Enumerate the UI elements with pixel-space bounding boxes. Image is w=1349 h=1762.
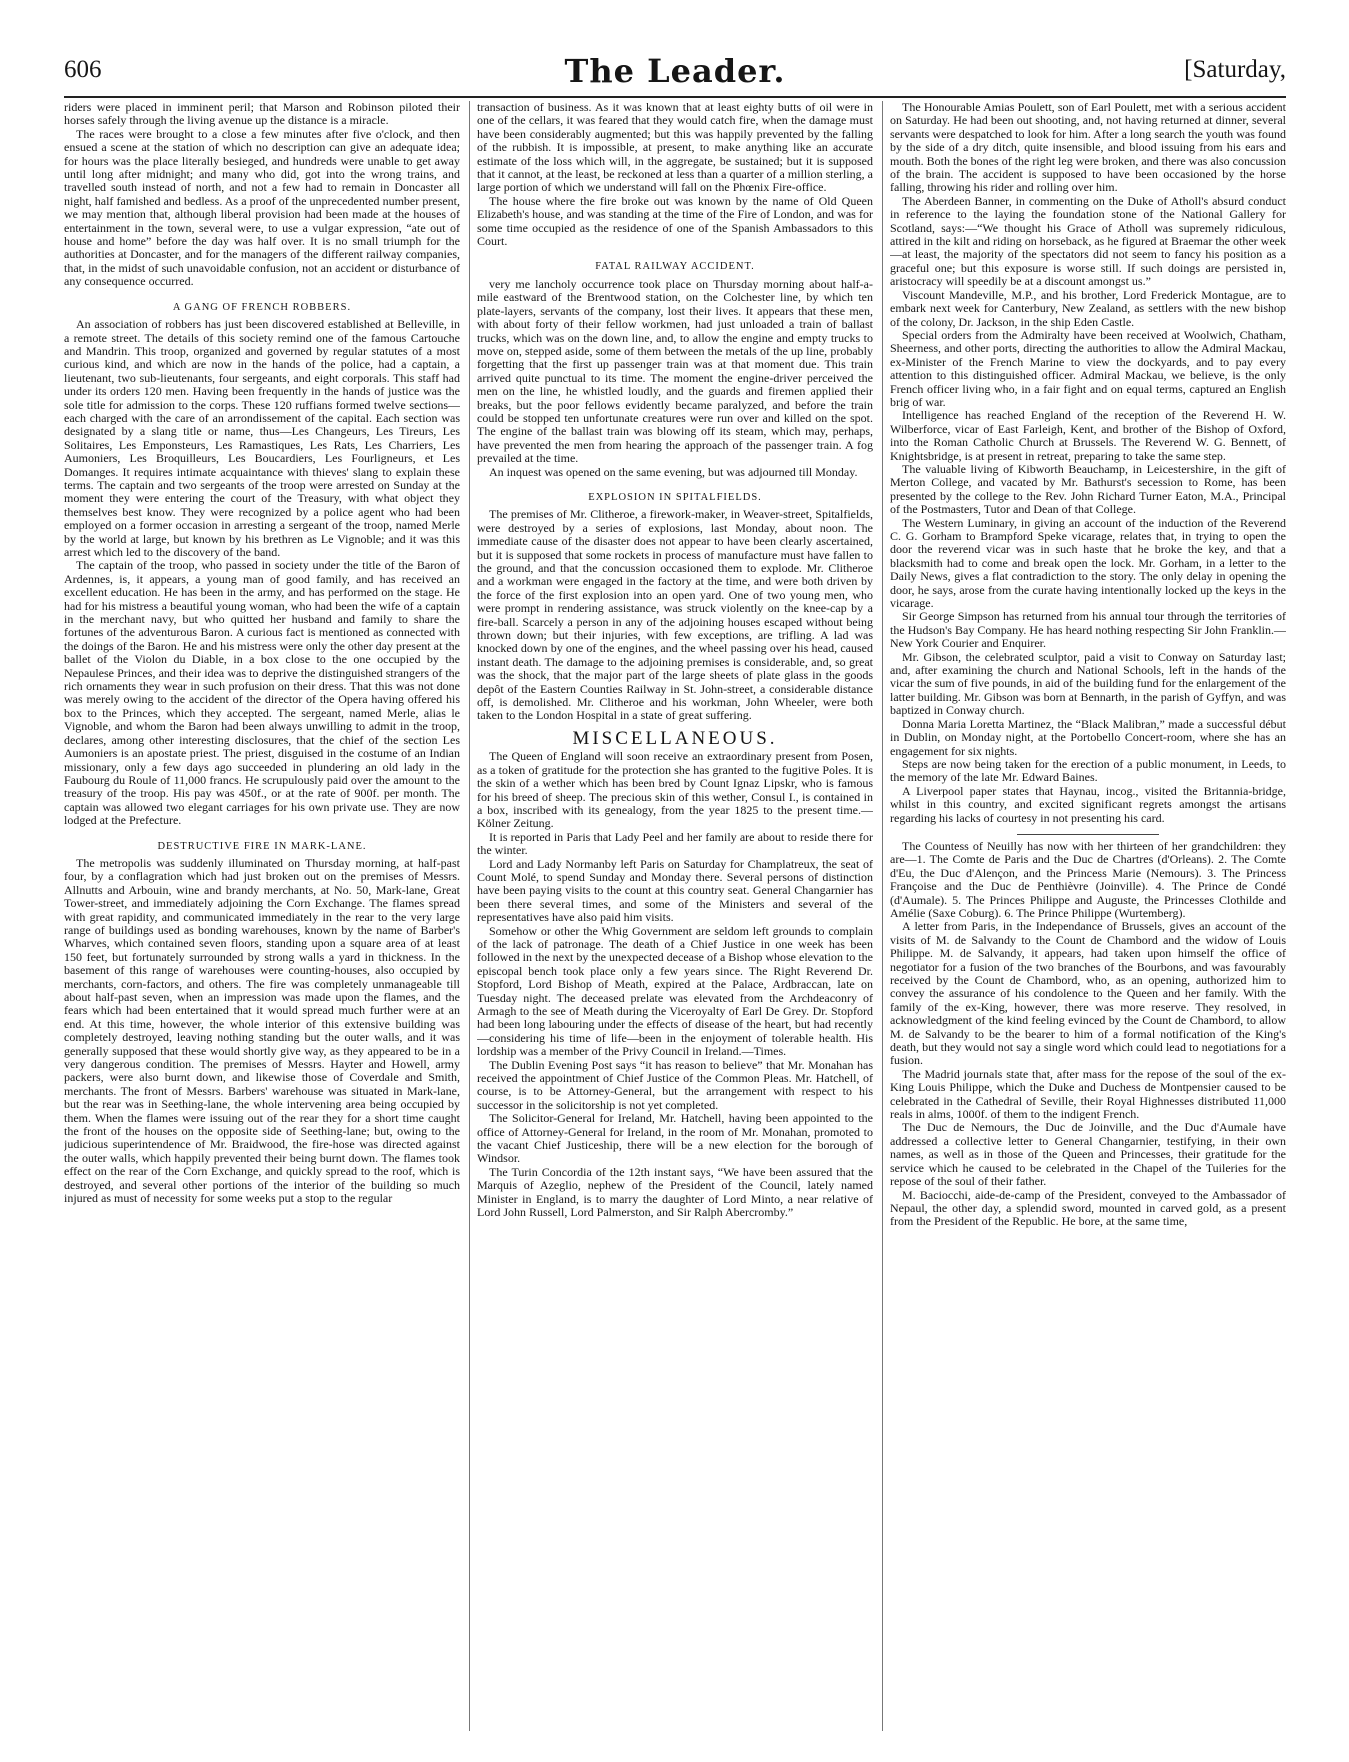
column-divider [469, 101, 470, 1731]
article-paragraph: The Madrid journals state that, after mass for the repose of the soul of the ex-King Louis Philippe, which the Duke and Duchess de Montpensier caused to be celebrated in the Cathedral of Seville, their Royal Highnesses distributed 11,000 reals in alms, 1000f. of them to the indigent French. [890, 1066, 1286, 1122]
article-paragraph: Donna Maria Loretta Martinez, the “Black Malibran,” made a successful début in Dublin, on Monday night, at the Portobello Concert-room, where she has an engagement for six nights. [890, 716, 1286, 758]
article-paragraph: Special orders from the Admiralty have been received at Woolwich, Chatham, Sheerness, and other ports, directing the authorities to allow the Admiral Mackau, ex-Minister of the French Marine to view the dockyards, and to pay every attention to this distinguished officer. Admiral Mackau, we believe, is the only French officer living who, in a fair fight and on equal terms, captured an English brig of war. [890, 327, 1286, 409]
article-paragraph: transaction of business. As it was known that at least eighty butts of oil were in one of the cellars, it was feared that they would catch fire, when the damage must have been considerably augmented; but this was happily prevented by the falling of the rubbish. It is impossible, at present, to make anything like an accurate estimate of the loss which will, in the aggregate, be sustained; but it is supposed that it cannot, at the least, be reckoned at less than a quarter of a million sterling, a large portion of which we understand will fall on the Phœnix Fire-office. [477, 101, 873, 195]
article-heading: FATAL RAILWAY ACCIDENT. [595, 261, 755, 273]
newspaper-title: The Leader. [564, 52, 786, 90]
article-paragraph: The metropolis was suddenly illuminated on Thursday morning, at half-past four, by a conflagration which had just broken out on the premises of Messrs. Allnutts and Arbouin, wine and brandy merchants, at No. 50, Mark-lane, Great Tower-street, and immediately adjoining the Corn Exchange. The flames spread with great rapidity, and communicated immediately in the rear to the very large range of buildings used as bonding warehouses, known by the name of Barber's Wharves, which contained seven floors, standing upon a square area of at least 150 feet, but fortunately surrounded by strong walls a yard in thickness. In the basement of this range of warehouses were counting-houses, also occupied by merchants, corn-factors, and others. The fire was completely unmanageable till about half-past seven, when an impression was made upon the flames, and the fears which had been entertained that it would spread much further were at an end. At this time, however, the whole interior of this extensive building was completely destroyed, leaving nothing standing but the outer walls, and it was generally supposed that these would shortly give way, as they appeared to be in a very dangerous condition. The premises of Messrs. Hayter and Howell, army packers, were also burnt down, and likewise those of Coverdale and Smith, merchants. The front of Messrs. Barbers' warehouse was situated in Mark-lane, but the rear was in Seething-lane, the whole intervening area being occupied by them. When the flames were issuing out of the rear they for a short time caught the front of the houses on the opposite side of Seething-lane; but, owing to the judicious superintendence of Mr. Braidwood, the fire-hose was directed against the outer walls, which happily prevented their being burnt down. The flames took effect on the rear of the Corn Exchange, and quickly spread to the roof, which is destroyed, and several other portions of the interior of the building so much injured as must of necessity for some weeks put a stop to the regular [64, 855, 460, 1206]
article-paragraph: The Western Luminary, in giving an account of the induction of the Reverend C. G. Gorham to Brampford Speke vicarage, relates that, in trying to open the door the reverend vicar was in such haste that he broke the key, and that a blacksmith had to come and break open the lock. Mr. Gorham, in a letter to the Daily News, gives a flat contradiction to the story. The only delay in opening the door, he says, arose from the curate having intentionally locked up the keys in the vicarage. [890, 515, 1286, 611]
article-paragraph: The Solicitor-General for Ireland, Mr. Hatchell, having been appointed to the office of Attorney-General for Ireland, in the room of Mr. Monahan, promoted to the vacant Chief Justiceship, there will be a new election for the borough of Windsor. [477, 1111, 873, 1166]
header-rule [64, 96, 1286, 98]
article-paragraph: An association of robbers has just been discovered established at Belleville, in a remote street. The details of this society remind one of the famous Cartouche and Mandrin. This troop, organized and governed by regular statutes of a most curious kind, and which are now in the hands of the police, had a captain, a lieutenant, two sub-lieutenants, four sergeants, and eight corporals. This staff had under its orders 120 men. Having been frequently in the hands of justice was the sole title for admission to the corps. These 120 ruffians formed twelve sections—each charged with the care of an arrondissement of the capital. Each section was designated by a slang title or name, thus—Les Changeurs, Les Tireurs, Les Solitaires, Les Emponsteurs, Les Ramastiques, Les Rats, Les Charriers, Les Aumoniers, Les Broquilleurs, Les Boucardiers, Les Fourligneurs, et Les Domanges. It requires intimate acquaintance with thieves' slang to explain these terms. The captain and two sergeants of the troop were arrested on Sunday at the moment they were entering the court of the Treasury, with what object they themselves best know. They were recognized by a police agent who had been employed on a former occasion in arresting a sergeant of the troop, named Merle by the world at large, but known by his brethren as Le Vignoble; and it was this arrest which led to the discovery of the band. [64, 317, 460, 559]
article-paragraph: Mr. Gibson, the celebrated sculptor, paid a visit to Conway on Saturday last; and, after examining the church and National Schools, left in the hands of the vicar the sum of five pounds, in aid of the building fund for the enlargement of the latter building. Mr. Gibson was born at Bennarth, in the parish of Gyffyn, and was baptized in Conway church. [890, 649, 1286, 718]
article-paragraph: A Liverpool paper states that Haynau, incog., visited the Britannia-bridge, whilst in this country, and excited significant regrets amongst the artisans regarding his lacks of courtesy in not presenting his card. [890, 783, 1286, 825]
column-1 [64, 101, 460, 1741]
article-paragraph: The races were brought to a close a few minutes after five o'clock, and then ensued a scene at the station of which no description can give an adequate idea; for hours was the place literally besieged, and hundreds were unable to get away until long after midnight; and many who did, got into the wrong trains, and travelled south instead of north, and not a few had to remain in Doncaster all night, half famished and bedless. As a proof of the unprecedented number present, we may mention that, although liberal provision had been made at the houses of entertainment in the town, several were, to use a vulgar expression, “ate out of house and home” before the day was half over. It is no small triumph for the authorities at Doncaster, and for the managers of the different railway companies, that, in the midst of such unavoidable confusion, not an accident or disturbance of any consequence occurred. [64, 126, 460, 289]
article-paragraph: The Turin Concordia of the 12th instant says, “We have been assured that the Marquis of Azeglio, nephew of the President of the Council, lately named Minister in England, is to marry the daughter of Lord Minto, a near relative of Lord John Russell, Lord Palmerston, and Sir Ralph Abercromby.” [477, 1164, 873, 1220]
article-paragraph: The captain of the troop, who passed in society under the title of the Baron of Ardennes, is, it appears, a young man of good family, and has received an excellent education. He has been in the army, and has performed on the stage. He had for his mistress a beautiful young woman, who had been the wife of a captain in the merchant navy, but who quitted her husband and family to share the fortunes of the adventurous Baron. A curious fact is mentioned as connected with the doings of the Baron. He and his mistress were only the other day present at the ballet of the Violon du Diable, in a box close to the one occupied by the Nepaulese Princes, and their idea was to deprive the distinguished strangers of the rich ornaments they wear in such profusion on their dress. That this was not done was merely owing to the accident of the director of the Opera having offered his box to the Princes, which they accepted. The sergeant, named Merle, alias le Vignoble, and whom the Baron had been always unwilling to admit in the troop, declares, among other interesting disclosures, that the chief of the section Les Aumoniers is an apostate priest. The priest, disguised in the costume of an Indian missionary, only a few days ago succeeded in plundering an old lady in the Faubourg du Roule of 11,000 francs. He scrupulously paid over the amount to the treasury of the troop. His pay was 450f., or at the rate of 900f. per month. The captain was allowed two elegant carriages for his own private use. They are now lodged at the Prefecture. [64, 558, 460, 828]
article-paragraph: It is reported in Paris that Lady Peel and her family are about to reside there for the winter. [477, 829, 873, 858]
page-number: 606 [64, 56, 102, 83]
article-paragraph: Steps are now being taken for the erection of a public monument, in Leeds, to the memory of the late Mr. Edward Baines. [890, 756, 1286, 785]
article-paragraph: The Countess of Neuilly has now with her thirteen of her grandchildren: they are—1. The Comte de Paris and the Duc de Chartres (d'Orleans). 2. The Comte d'Eu, the Duc d'Alençon, and the Princess Marie (Nemours). 3. The Princess Françoise and the Duc de Penthièvre (Joinville). 4. The Prince de Condé (d'Aumale). 5. The Princes Philippe and Auguste, the Princesses Clothilde and Amélie (Saxe Coburg). 6. The Prince Philippe (Wurtemberg). [890, 838, 1286, 920]
section-divider [1017, 834, 1160, 835]
column-2 [477, 101, 873, 1741]
article-paragraph: The Duc de Nemours, the Duc de Joinville, and the Duc d'Aumale have addressed a collective letter to General Changarnier, testifying, in their own names, as well as in those of the Queen and Princesses, their gratitude for the service which he caused to be celebrated in the Chapel of the Tuileries for the repose of the soul of their father. [890, 1120, 1286, 1189]
masthead [64, 52, 1286, 96]
article-paragraph: The Dublin Evening Post says “it has reason to believe” that Mr. Monahan has received the appointment of Chief Justice of the Common Pleas. Mr. Hatchell, of course, is to be Attorney-General, but the arrangement with respect to his successor in the solicitorship is not yet completed. [477, 1057, 873, 1112]
article-paragraph: The valuable living of Kibworth Beauchamp, in Leicestershire, in the gift of Merton College, and vacated by Mr. Bathurst's secession to Rome, has been presented by the college to the Rev. John Richard Turner Eaton, M.A., Principal of the Postmasters, Tutor and Dean of that College. [890, 461, 1286, 517]
article-paragraph: M. Baciocchi, aide-de-camp of the President, conveyed to the Ambassador of Nepaul, the other day, a splendid sword, mounted in carved gold, as a present from the President of the Republic. He bore, at the same time, [890, 1187, 1286, 1229]
article-paragraph: The Honourable Amias Poulett, son of Earl Poulett, met with a serious accident on Saturday. He had been out shooting, and, not having returned at dinner, several servants were despatched to look for him. After a long search the youth was found by the side of a dry ditch, quite insensible, and blood issuing from his ears and mouth. Both the bones of the right leg were broken, and there was also concussion of the brain. The accident is supposed to have been occasioned by the horse falling, throwing his rider and rolling over him. [890, 101, 1286, 195]
section-heading: MISCELLANEOUS. [572, 727, 778, 749]
article-heading: A GANG OF FRENCH ROBBERS. [172, 301, 352, 313]
article-paragraph: A letter from Paris, in the Independance of Brussels, gives an account of the visits of M. de Salvandy to the Count de Chambord and the widow of Louis Philippe. M. de Salvandy, it appears, had taken upon himself the office of negotiator for a fusion of the two branches of the Bourbons, and was favourably received by the Count de Chambord, who, as an opening, authorized him to convey the assurance of his condolence to the Queen and her family. With the family of the ex-King, however, there was more reserve. They resolved, in acknowledgment of the kind feeling evinced by the Count de Chambord, to allow M. de Salvandy to be the bearer to him of a formal notification of the King's death, but they would not say a single word which could lead to negotiations for a fusion. [890, 919, 1286, 1068]
article-paragraph: The premises of Mr. Clitheroe, a firework-maker, in Weaver-street, Spitalfields, were destroyed by a series of explosions, last Monday, about noon. The immediate cause of the disaster does not appear to have been clearly ascertained, but it is supposed that some rockets in process of manufacture must have fallen to the ground, and that the concussion occasioned them to explode. Mr. Clitheroe and a workman were engaged in the factory at the time, and were both driven by the force of the first explosion into an open yard. One of two young men, who were prompt in rendering assistance, was struck violently on the knee-cap by a fire-ball. Scarcely a person in any of the adjoining houses escaped without being thrown down; but their injuries, with few exceptions, are trifling. A lad was knocked down by one of the engines, and the wheel passing over his head, caused instant death. The damage to the adjoining premises is considerable, and, so great was the shock, that the major part of the large sheets of plate glass in the goods depôt of the Eastern Counties Railway in St. John-street, a considerable distance off, is demolished. Mr. Clitheroe and his workman, John Wheeler, were both taken to the London Hospital in a state of great suffering. [477, 507, 873, 723]
article-heading: EXPLOSION IN SPITALFIELDS. [588, 491, 762, 503]
column-divider [882, 101, 883, 1731]
article-paragraph: The Queen of England will soon receive an extraordinary present from Posen, as a token of gratitude for the protection she has granted to the fugitive Poles. It is the skin of a wether which has been bred by Count Ignaz Lipskr, who is famous for his breed of sheep. The precious skin of this wether, Consul I., is contained in a box, inscribed with its genealogy, from the year 1825 to the present time.—Kölner Zeitung. [477, 749, 873, 831]
article-paragraph: Viscount Mandeville, M.P., and his brother, Lord Frederick Montague, are to embark next week for Canterbury, New Zealand, as settlers with the new bishop of the colony, Dr. Jackson, in the ship Eden Castle. [890, 287, 1286, 329]
issue-day: [Saturday, [1184, 56, 1286, 83]
article-paragraph: Intelligence has reached England of the reception of the Reverend H. W. Wilberforce, vicar of East Farleigh, Kent, and brother of the Bishop of Oxford, into the Roman Catholic Church at Brussels. The Reverend W. G. Bennett, of Knightsbridge, is at present in retreat, preparing to take the same step. [890, 408, 1286, 463]
article-paragraph: Somehow or other the Whig Government are seldom left grounds to complain of the lack of patronage. The death of a Chief Justice in one week has been followed in the next by the unexpected decease of a Bishop whose elevation to the episcopal bench took place only a few years since. The Right Reverend Dr. Stopford, Lord Bishop of Meath, expired at the Palace, Ardbraccan, late on Tuesday night. The deceased prelate was elevated from the Archdeaconry of Armagh to the see of Meath during the Viceroyalty of Earl De Grey. Dr. Stopford had been long labouring under the effects of disease of the heart, but had recently—considering his time of life—been in the enjoyment of tolerable health. His lordship was a member of the Privy Council in Ireland.—Times. [477, 923, 873, 1059]
article-paragraph: The Aberdeen Banner, in commenting on the Duke of Atholl's absurd conduct in reference to the laying the foundation stone of the National Gallery for Scotland, says:—“We thought his Grace of Atholl was supremely ridiculous, attired in the kilt and riding on horseback, as he figured at Braemar the other week—at least, the majority of the spectators did not seem to fancy his position as a graceful one; but this exposure is worse still. If such doings are persisted in, aristocracy will speedily be at a discount amongst us.” [890, 193, 1286, 289]
article-paragraph: An inquest was opened on the same evening, but was adjourned till Monday. [489, 464, 858, 479]
article-paragraph: Lord and Lady Normanby left Paris on Saturday for Champlatreux, the seat of Count Molé, to spend Sunday and Monday there. Several persons of distinction have been paying visits to the count at this country seat. General Changarnier has been there several times, and some of the Ministers and several of the representatives have also paid him visits. [477, 856, 873, 925]
article-paragraph: riders were placed in imminent peril; that Marson and Robinson piloted their horses safely through the living avenue up the distance is a miracle. [64, 101, 460, 128]
article-paragraph: Sir George Simpson has returned from his annual tour through the territories of the Hudson's Bay Company. He has heard nothing respecting Sir John Franklin.—New York Courier and Enquirer. [890, 609, 1286, 651]
article-paragraph: The house where the fire broke out was known by the name of Old Queen Elizabeth's house, and was standing at the time of the Fire of London, and was for some time occupied as the residence of one of the Spanish Ambassadors to this Court. [477, 193, 873, 249]
article-heading: DESTRUCTIVE FIRE IN MARK-LANE. [157, 840, 367, 852]
column-3 [890, 101, 1286, 1741]
article-paragraph: very me lancholy occurrence took place on Thursday morning about half-a-mile eastward of the Brentwood station, on the Colchester line, by which ten plate-layers, servants of the company, lost their lives. It appears that these men, with about forty of their fellow workmen, had just unloaded a train of ballast trucks, which was on the down line, and, to allow the engine and empty trucks to move on, stepped aside, some of them between the metals of the up line, probably forgetting that the first up passenger train was at that moment due. This train arrived quite punctual to its time. The moment the engine-driver perceived the men on the line, he whistled loudly, and the guards and firemen applied their breaks, but the poor fellows evidently became paralyzed, and before the train could be stopped ten unfortunate creatures were run over and killed on the spot. The engine of the ballast train was blowing off its steam, which may, perhaps, have prevented the men from hearing the approach of the passenger train. A fog prevailed at the time. [477, 276, 873, 466]
